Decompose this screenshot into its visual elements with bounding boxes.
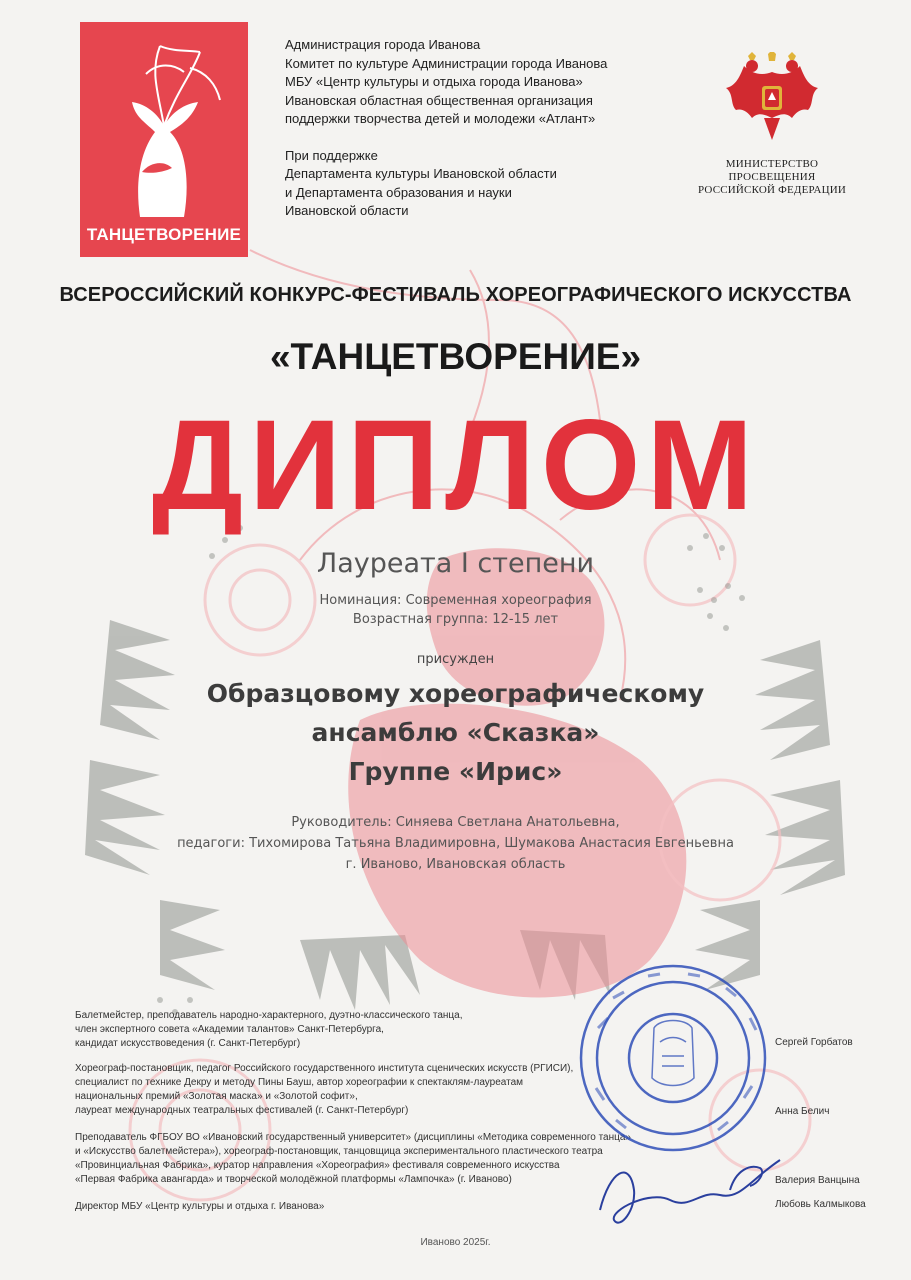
place-and-year: Иваново 2025г. (420, 1237, 491, 1248)
jury-member-description (75, 1200, 635, 1214)
recipient-line: Группе «Ирис» (348, 757, 563, 786)
festival-name: «ТАНЦЕТВОРЕНИЕ» (269, 336, 642, 377)
flower-figure-icon (80, 22, 248, 222)
jury-line: и «Искусство балетмейстера»), хореограф-постановщик, танцовщица экспериментального пластического театра (75, 1146, 603, 1157)
support-line: При поддержке (285, 147, 378, 163)
support-line: Ивановской области (285, 203, 409, 218)
organizer-line: МБУ «Центр культуры и отдыха города Иванова» (285, 74, 583, 89)
festival-title: ВСЕРОССИЙСКИЙ КОНКУРС-ФЕСТИВАЛЬ ХОРЕОГРАФИЧЕСКОГО ИСКУССТВА (59, 284, 852, 306)
jury-line: Преподаватель ФГБОУ ВО «Ивановский государственный университет» (дисциплины «Методика современного танца» (75, 1132, 631, 1143)
leader-line: Руководитель: Синяева Светлана Анатольевна, (291, 815, 620, 830)
jury-line: Хореограф-постановщик, педагог Российского государственного института сценических искусств (РГИСИ), (75, 1063, 574, 1074)
organizer-line: Комитет по культуре Администрации города Иванова (285, 55, 608, 71)
jury-line: лауреат международных театральных фестивалей (г. Санкт-Петербург) (75, 1105, 409, 1116)
jury-member-name: Любовь Калмыкова (775, 1199, 866, 1210)
ministry-line: РОССИЙСКОЙ ФЕДЕРАЦИИ (697, 184, 847, 196)
jury-member-name: Сергей Горбатов (775, 1037, 853, 1048)
jury-line: Директор МБУ «Центр культуры и отдыха г. Иванова» (75, 1201, 325, 1212)
ministry-line: МИНИСТЕРСТВО ПРОСВЕЩЕНИЯ (725, 158, 819, 183)
jury-member-name: Анна Белич (775, 1106, 830, 1117)
logo-wordmark: ТАНЦЕТВОРЕНИЕ (86, 225, 242, 244)
age-group: Возрастная группа: 12-15 лет (352, 612, 559, 627)
organizer-line: Ивановская областная общественная организация (285, 92, 593, 108)
double-headed-eagle-icon (722, 52, 822, 144)
diploma-heading: ДИПЛОМ (151, 394, 760, 537)
festival-logo (80, 22, 248, 257)
support-line: Департамента культуры Ивановской области (285, 166, 557, 181)
jury-line: национальных премий «Золотая маска» и «Золотой софит», (75, 1091, 358, 1102)
jury-member-description (75, 1131, 635, 1187)
jury-line: специалист по технике Декру и методу Пины Бауш, автор хореографии к спектаклям-лауреатам (75, 1077, 524, 1088)
jury-member-description (75, 1062, 635, 1118)
organizer-line: поддержки творчества детей и молодежи «Атлант» (285, 111, 596, 126)
awarded-label: присужден (416, 652, 495, 667)
jury-line: Балетмейстер, преподаватель народно-характерного, дуэтно-классического танца, (75, 1010, 463, 1021)
organizers-block (285, 36, 665, 221)
jury-member-name: Валерия Ванцына (775, 1175, 860, 1186)
recipient-line: ансамблю «Сказка» (311, 718, 600, 747)
jury-line: член экспертного совета «Академии талантов» Санкт-Петербурга, (75, 1024, 384, 1035)
jury-line: «Первая Фабрика авангарда» и творческой молодёжной платформы «Лампочка» (г. Иваново) (75, 1174, 512, 1185)
jury-line: «Провинциальная Фабрика», куратор направления «Хореография» фестиваля современного искусства (75, 1160, 560, 1171)
award-degree: Лауреата I степени (316, 548, 595, 579)
official-stamp-icon (568, 958, 778, 1158)
city-line: г. Иваново, Ивановская область (345, 857, 566, 872)
teachers-line: педагоги: Тихомирова Татьяна Владимировна, Шумакова Анастасия Евгеньевна (177, 836, 734, 851)
organizer-line: Администрация города Иванова (285, 37, 481, 52)
jury-line: кандидат искусствоведения (г. Санкт-Петербург) (75, 1038, 301, 1049)
ministry-emblem-block (682, 52, 862, 197)
nomination: Номинация: Современная хореография (319, 593, 592, 608)
ministry-name (682, 158, 862, 197)
recipient-line: Образцовому хореографическому (206, 679, 705, 708)
jury-member-description (75, 1009, 635, 1051)
support-line: и Департамента образования и науки (285, 184, 512, 200)
handwritten-signature-icon (590, 1150, 790, 1240)
